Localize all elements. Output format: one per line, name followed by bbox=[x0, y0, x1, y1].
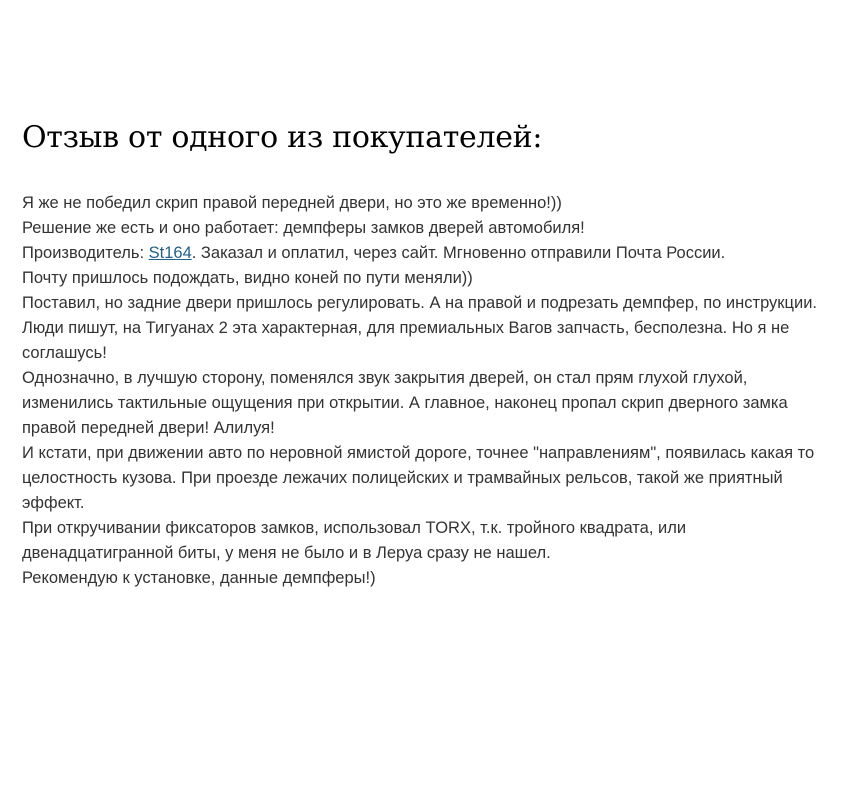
review-paragraph-5: Поставил, но задние двери пришлось регулировать. А на правой и подрезать демпфер, по инструкции. bbox=[22, 294, 817, 312]
review-paragraph-1: Я же не победил скрип правой передней двери, но это же временно!)) bbox=[22, 194, 562, 212]
review-text bbox=[22, 191, 822, 591]
review-paragraph-3 bbox=[22, 241, 822, 266]
order-text: . Заказал и оплатил, через сайт. Мгновенно отправили Почта России. bbox=[191, 244, 726, 262]
review-paragraph-2: Решение же есть и оно работает: демпферы замков дверей автомобиля! bbox=[22, 219, 585, 237]
review-section bbox=[22, 118, 822, 591]
page-title: Отзыв от одного из покупателей: bbox=[22, 120, 543, 155]
manufacturer-link[interactable]: St164 bbox=[148, 244, 192, 262]
review-paragraph-9: При откручивании фиксаторов замков, использовал TORX, т.к. тройного квадрата, или двенадцатигранной биты, у меня не было и в Леруа сразу не нашел. bbox=[22, 519, 687, 562]
review-paragraph-4: Почту пришлось подождать, видно коней по пути меняли)) bbox=[22, 269, 473, 287]
review-paragraph-10: Рекомендую к установке, данные демпферы!) bbox=[22, 569, 376, 587]
manufacturer-label: Производитель: bbox=[22, 244, 149, 262]
review-paragraph-6: Люди пишут, на Тигуанах 2 эта характерная, для премиальных Вагов запчасть, бесполезна. Но я не соглашусь! bbox=[22, 319, 790, 362]
review-paragraph-8: И кстати, при движении авто по неровной ямистой дороге, точнее "направлениям", появилась какая то целостность кузова. При проезде лежачих полицейских и трамвайных рельсов, такой же приятный эффект. bbox=[22, 444, 815, 512]
review-paragraph-7: Однозначно, в лучшую сторону, поменялся звук закрытия дверей, он стал прям глухой глухой, изменились тактильные ощущения при открытии. А главное, наконец пропал скрип дверного замка правой передней двери! Алилуя! bbox=[22, 369, 788, 437]
